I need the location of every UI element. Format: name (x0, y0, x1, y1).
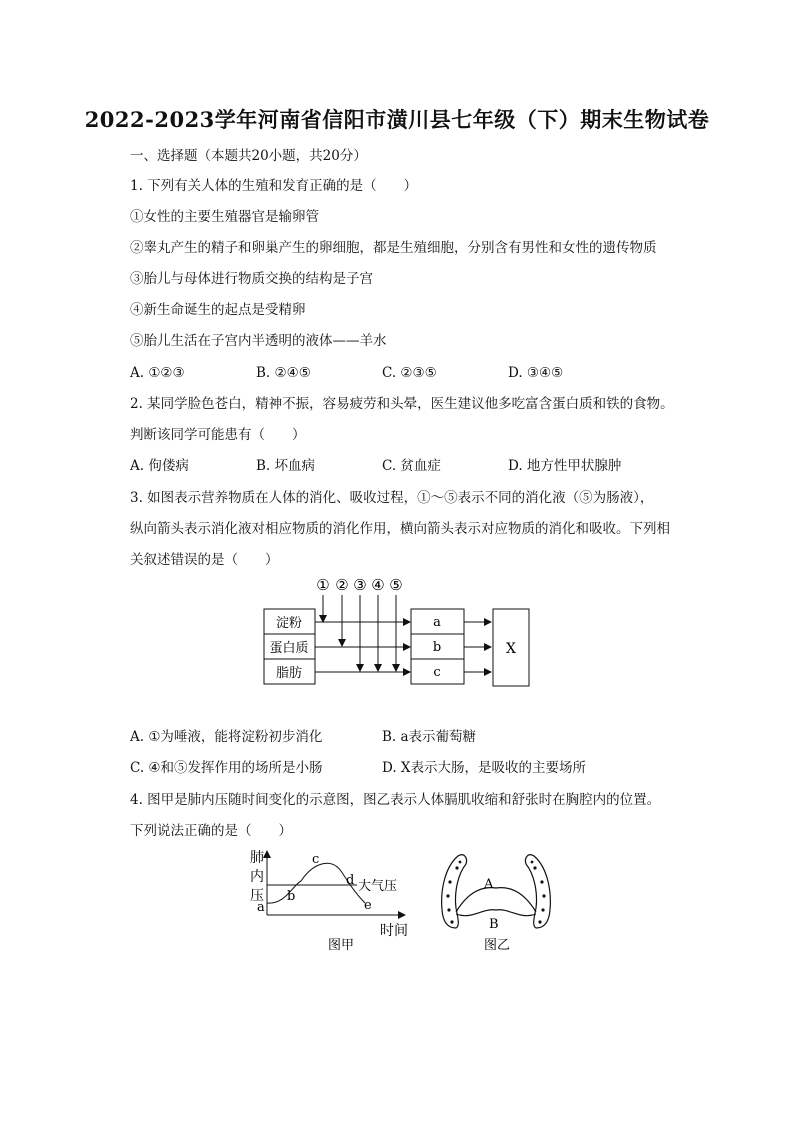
q2-stem-line2: 判断该同学可能患有（ ） (130, 427, 306, 443)
q1-item: ③胎儿与母体进行物质交换的结构是子宫 (130, 271, 373, 287)
q1-option-b[interactable]: B. ②④⑤ (256, 365, 311, 381)
q1-option-a[interactable]: A. ①②③ (130, 365, 185, 381)
diaphragm-label: B (489, 917, 499, 932)
q2-option-a[interactable]: A. 佝偻病 (130, 458, 189, 474)
point-label: d (346, 873, 355, 888)
digestion-diagram (255, 570, 545, 695)
fluid-number: ⑤ (389, 576, 403, 594)
figure-caption: 图乙 (484, 938, 511, 953)
q2-option-c[interactable]: C. 贫血症 (382, 458, 441, 474)
q2-option-d[interactable]: D. 地方性甲状腺肿 (508, 458, 622, 474)
diaphragm-label: A (484, 877, 494, 892)
substance-label: 淀粉 (275, 616, 303, 631)
q4-stem-line1: 4. 图甲是肺内压随时间变化的示意图，图乙表示人体膈肌收缩和舒张时在胸腔内的位置。 (130, 792, 661, 808)
substance-label: 脂肪 (275, 666, 303, 681)
q3-option-b[interactable]: B. a表示葡萄糖 (382, 729, 477, 745)
q2-stem-line1: 2. 某同学脸色苍白，精神不振，容易疲劳和头晕，医生建议他多吃富含蛋白质和铁的食物。 (130, 396, 674, 412)
q1-item: ⑤胎儿生活在子宫内半透明的液体——羊水 (130, 333, 387, 349)
q1-stem: 1. 下列有关人体的生殖和发育正确的是（ ） (130, 178, 418, 194)
point-label: b (287, 889, 296, 904)
point-label: c (312, 852, 320, 867)
q3-stem-line2: 纵向箭头表示消化液对相应物质的消化作用，横向箭头表示对应物质的消化和吸收。下列相 (130, 521, 670, 537)
q3-option-a[interactable]: A. ①为唾液，能将淀粉初步消化 (130, 729, 323, 745)
substance-label: 蛋白质 (269, 641, 309, 656)
right-ribcage (525, 855, 550, 928)
product-label: a (433, 615, 441, 630)
q1-option-d[interactable]: D. ③④⑤ (508, 365, 564, 381)
fluid-number: ② (335, 576, 349, 594)
q1-item: ①女性的主要生殖器官是输卵管 (130, 209, 319, 225)
q3-stem-line1: 3. 如图表示营养物质在人体的消化、吸收过程，①～⑤表示不同的消化液（⑤为肠液）， (130, 490, 654, 506)
y-axis-label: 肺 (250, 850, 264, 866)
q3-option-d[interactable]: D. X表示大肠，是吸收的主要场所 (382, 760, 587, 776)
q1-item: ②睾丸产生的精子和卵巢产生的卵细胞，都是生殖细胞，分别含有男性和女性的遗传物质 (130, 240, 657, 256)
section-heading: 一、选择题（本题共20小题，共20分） (130, 148, 367, 164)
exam-title: 2022-2023学年河南省信阳市潢川县七年级（下）期末生物试卷 (84, 107, 710, 132)
x-axis-label: 时间 (380, 923, 408, 939)
fluid-number: ① (316, 576, 330, 594)
q1-item: ④新生命诞生的起点是受精卵 (130, 302, 306, 318)
q3-option-c[interactable]: C. ④和⑤发挥作用的场所是小肠 (130, 760, 323, 776)
fluid-number: ③ (353, 576, 367, 594)
y-axis-label: 内 (250, 869, 264, 885)
diaphragm-diagram (432, 848, 560, 958)
reference-label: 大气压 (358, 879, 398, 894)
y-axis-label: 压 (250, 888, 264, 904)
point-label: e (364, 898, 372, 913)
point-label: a (257, 900, 265, 915)
fluid-number: ④ (371, 576, 385, 594)
diaphragm-a (456, 888, 536, 912)
product-label: c (433, 665, 441, 680)
left-ribcage (442, 855, 467, 928)
q1-option-c[interactable]: C. ②③⑤ (382, 365, 437, 381)
q3-stem-line3: 关叙述错误的是（ ） (130, 552, 279, 568)
figure-caption: 图甲 (328, 938, 355, 953)
q2-option-b[interactable]: B. 坏血病 (256, 458, 316, 474)
end-label: X (506, 641, 516, 657)
product-label: b (432, 640, 442, 655)
lung-pressure-graph (245, 843, 415, 958)
diaphragm-b (456, 910, 536, 916)
q4-stem-line2: 下列说法正确的是（ ） (130, 823, 292, 839)
